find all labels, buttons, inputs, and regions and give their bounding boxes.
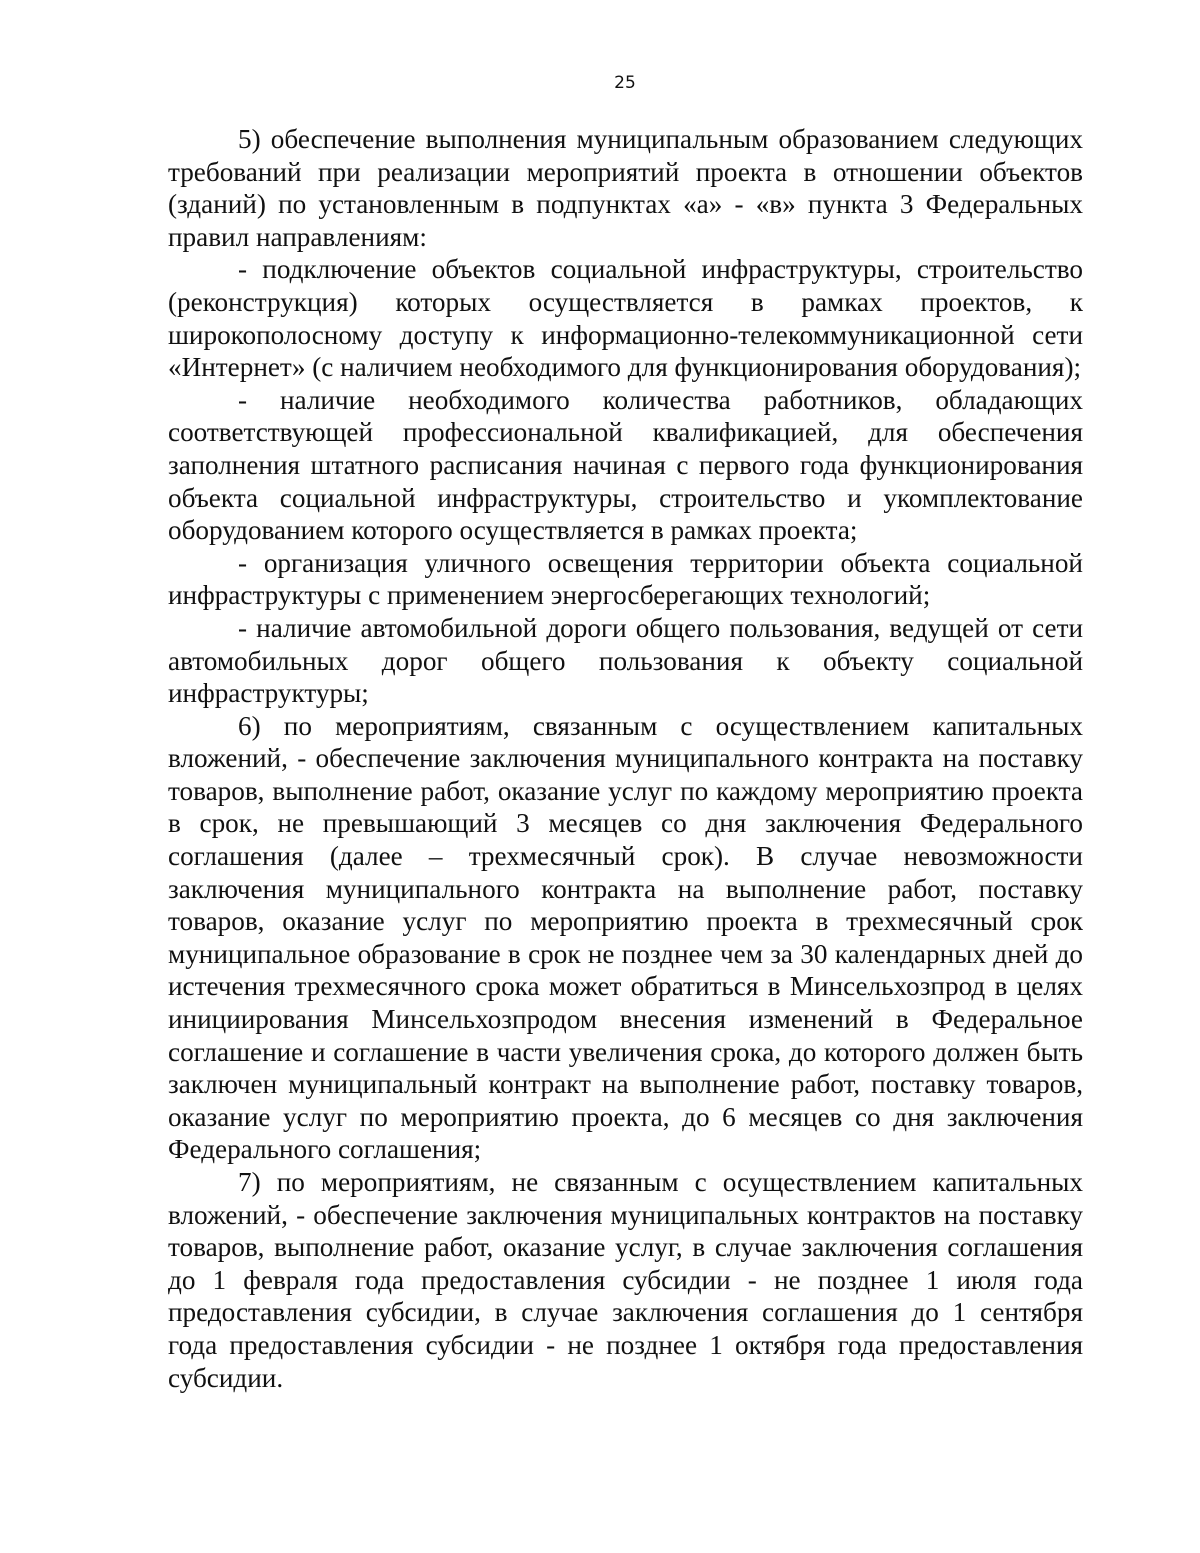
paragraph-internet-connection: - подключение объектов социальной инфраструктуры, строительство (реконструкция) которых осуществляется в рамках проектов, к широкополосному доступу к информационно-телекоммуникационной сети «Интернет» (с наличием необходимого для функционирования оборудования);: [168, 254, 1083, 383]
paragraph-street-lighting: - организация уличного освещения территории объекта социальной инфраструктуры с применением энергосберегающих технологий;: [168, 547, 1083, 611]
paragraph-staff: - наличие необходимого количества работников, обладающих соответствующей профессиональной квалификацией, для обеспечения заполнения штатного расписания начиная с первого года функционирования объекта социальной инфраструктуры, строительство и укомплектование оборудованием которого осуществляется в рамках проекта;: [168, 384, 1083, 546]
paragraph-road-access: - наличие автомобильной дороги общего пользования, ведущей от сети автомобильных дорог общего пользования к объекту социальной инфраструктуры;: [168, 612, 1083, 709]
document-body: [168, 123, 1083, 1394]
paragraph-item-6: 6) по мероприятиям, связанным с осуществлением капитальных вложений, - обеспечение заключения муниципального контракта на поставку товаров, выполнение работ, оказание услуг по каждому мероприятию проекта в срок, не превышающий 3 месяцев со дня заключения Федерального соглашения (далее – трехмесячный срок). В случае невозможности заключения муниципального контракта на выполнение работ, поставку товаров, оказание услуг по мероприятию проекта в трехмесячный срок муниципальное образование в срок не позднее чем за 30 календарных дней до истечения трехмесячного срока может обратиться в Минсельхозпрод в целях инициирования Минсельхозпродом внесения изменений в Федеральное соглашение и соглашение в части увеличения срока, до которого должен быть заключен муниципальный контракт на выполнение работ, поставку товаров, оказание услуг по мероприятию проекта, до 6 месяцев со дня заключения Федерального соглашения;: [168, 710, 1083, 1165]
page-number: 25: [614, 73, 636, 93]
paragraph-item-5: 5) обеспечение выполнения муниципальным образованием следующих требований при реализации мероприятий проекта в отношении объектов (зданий) по установленным в подпунктах «а» - «в» пункта 3 Федеральных правил направлениям:: [168, 124, 1083, 252]
paragraph-item-7: 7) по мероприятиям, не связанным с осуществлением капитальных вложений, - обеспечение заключения муниципальных контрактов на поставку товаров, выполнение работ, оказание услуг, в случае заключения соглашения до 1 февраля года предоставления субсидии - не позднее 1 июля года предоставления субсидии, в случае заключения соглашения до 1 сентября года предоставления субсидии - не позднее 1 октября года предоставления субсидии.: [168, 1167, 1083, 1393]
